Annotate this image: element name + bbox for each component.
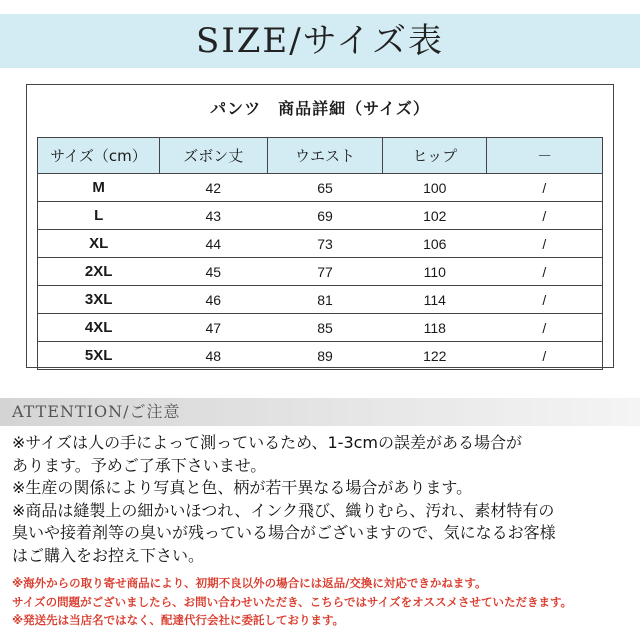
- hip-cell: 102: [383, 202, 487, 230]
- size-chart: [26, 84, 614, 368]
- column-header-blank: －: [487, 138, 603, 174]
- waist-cell: 69: [267, 202, 383, 230]
- attention-title: ATTENTION/ご注意: [12, 402, 181, 421]
- length-cell: 46: [159, 286, 267, 314]
- note-line: あります。予めご了承下さいませ。: [12, 455, 267, 475]
- length-cell: 44: [159, 230, 267, 258]
- table-header-row: [38, 138, 603, 174]
- length-cell: 47: [159, 314, 267, 342]
- note-line: ※商品は縫製上の細かいほつれ、インク飛び、織りむら、汚れ、素材特有の: [12, 500, 555, 520]
- attention-notes: [12, 432, 632, 568]
- table-row: [38, 230, 603, 258]
- column-header-length: ズボン丈: [159, 138, 267, 174]
- note-line: 臭いや接着剤等の臭いが残っている場合がございますので、気になるお客様: [12, 523, 556, 543]
- hip-cell: 114: [383, 286, 487, 314]
- hip-cell: 122: [383, 342, 487, 370]
- size-cell: 3XL: [38, 286, 160, 314]
- hip-cell: 110: [383, 258, 487, 286]
- column-header-waist: ウエスト: [267, 138, 383, 174]
- note-line: ※生産の関係により写真と色、柄が若干異なる場合があります。: [12, 478, 473, 498]
- note-line: はご購入をお控え下さい。: [12, 545, 205, 565]
- size-cell: M: [38, 174, 160, 202]
- table-row: [38, 174, 603, 202]
- blank-cell: /: [487, 258, 603, 286]
- page-title: SIZE/サイズ表: [196, 21, 444, 61]
- waist-cell: 73: [267, 230, 383, 258]
- waist-cell: 85: [267, 314, 383, 342]
- hip-cell: 118: [383, 314, 487, 342]
- length-cell: 45: [159, 258, 267, 286]
- table-row: [38, 342, 603, 370]
- waist-cell: 77: [267, 258, 383, 286]
- length-cell: 48: [159, 342, 267, 370]
- size-cell: XL: [38, 230, 160, 258]
- hip-cell: 100: [383, 174, 487, 202]
- table-row: [38, 314, 603, 342]
- fine-print-line: ※発送先は当店名ではなく、配達代行会社に委託しております。: [12, 613, 345, 627]
- size-cell: 4XL: [38, 314, 160, 342]
- fine-print-line: ※海外からの取り寄せ商品により、初期不良以外の場合には返品/交換に対応できかねます。: [12, 576, 487, 590]
- fine-print: [12, 574, 632, 630]
- size-table: [37, 137, 603, 370]
- note-line: ※サイズは人の手によって測っているため、1-3cmの誤差がある場合が: [12, 433, 523, 452]
- blank-cell: /: [487, 202, 603, 230]
- fine-print-line: サイズの問題がございましたら、お問い合わせいただき、こちらではサイズをオススメさせていただきます。: [12, 594, 573, 609]
- table-row: [38, 286, 603, 314]
- size-cell: 5XL: [38, 342, 160, 370]
- table-row: [38, 202, 603, 230]
- length-cell: 43: [159, 202, 267, 230]
- blank-cell: /: [487, 174, 603, 202]
- column-header-size: サイズ（cm）: [38, 138, 160, 174]
- table-row: [38, 258, 603, 286]
- hip-cell: 106: [383, 230, 487, 258]
- blank-cell: /: [487, 314, 603, 342]
- column-header-hip: ヒップ: [383, 138, 487, 174]
- blank-cell: /: [487, 342, 603, 370]
- waist-cell: 81: [267, 286, 383, 314]
- size-cell: 2XL: [38, 258, 160, 286]
- size-cell: L: [38, 202, 160, 230]
- length-cell: 42: [159, 174, 267, 202]
- waist-cell: 65: [267, 174, 383, 202]
- blank-cell: /: [487, 286, 603, 314]
- table-caption: パンツ 商品詳細（サイズ）: [210, 99, 430, 118]
- blank-cell: /: [487, 230, 603, 258]
- waist-cell: 89: [267, 342, 383, 370]
